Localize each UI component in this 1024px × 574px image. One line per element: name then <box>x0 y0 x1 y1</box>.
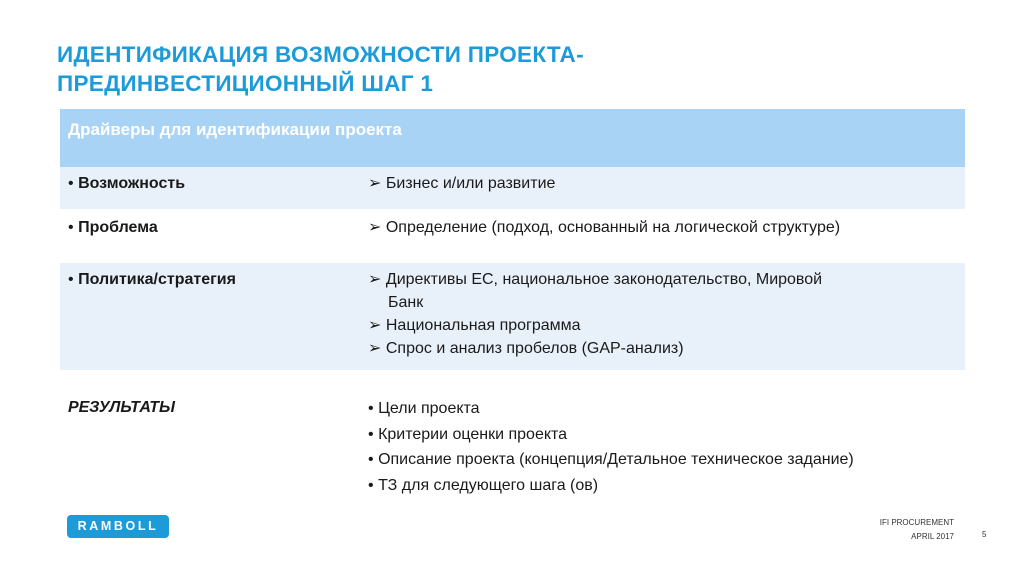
footer-line-1: IFI PROCUREMENT <box>879 518 954 527</box>
row-label-cell <box>60 268 360 370</box>
row-label: РЕЗУЛЬТАТЫ <box>68 399 176 416</box>
bullet: • <box>68 219 74 236</box>
footer-line-2: APRIL 2017 <box>911 532 954 541</box>
arrow-bullet-icon: ➢ <box>368 271 382 288</box>
table-row <box>60 263 965 370</box>
arrow-bullet-icon: ➢ <box>368 175 382 192</box>
table-row <box>60 167 965 209</box>
row-label-cell <box>60 396 360 504</box>
slide-title-line-2: ПРЕДИНВЕСТИЦИОННЫЙ ШАГ 1 <box>57 71 434 96</box>
footer-info <box>880 516 954 544</box>
ramboll-logo: RAMBOLL <box>67 515 169 538</box>
row-label-cell <box>60 172 360 209</box>
page-number: 5 <box>982 530 987 539</box>
row-label: Проблема <box>78 219 158 236</box>
list-item: ➢ Национальная программа <box>368 317 581 334</box>
bullet: • <box>68 175 74 192</box>
table-header: Драйверы для идентификации проекта <box>60 109 965 167</box>
list-item: • Цели проекта <box>368 400 480 417</box>
row-label: Возможность <box>78 175 186 192</box>
list-item: ➢ Спрос и анализ пробелов (GAP-анализ) <box>368 340 684 357</box>
list-item-continuation: Банк <box>388 294 424 311</box>
slide-title <box>57 40 957 98</box>
arrow-bullet-icon: ➢ <box>368 340 382 357</box>
list-item: • Критерии оценки проекта <box>368 425 568 443</box>
slide-title-line-1: ИДЕНТИФИКАЦИЯ ВОЗМОЖНОСТИ ПРОЕКТА- <box>57 42 584 67</box>
table-row <box>60 370 965 504</box>
row-items-cell <box>360 172 965 209</box>
row-items-cell <box>360 396 965 504</box>
list-item: • Описание проекта (концепция/Детальное техническое задание) <box>368 451 854 468</box>
list-item: ➢ Бизнес и/или развитие <box>368 175 556 192</box>
bullet: • <box>68 271 74 288</box>
drivers-table <box>60 109 965 504</box>
row-label-cell <box>60 216 360 263</box>
arrow-bullet-icon: ➢ <box>368 317 382 334</box>
list-item: ➢ Директивы ЕС, национальное законодательство, Мировой <box>368 271 823 288</box>
row-items-cell <box>360 268 965 370</box>
row-label: Политика/стратегия <box>78 271 236 288</box>
arrow-bullet-icon: ➢ <box>368 219 382 236</box>
table-row <box>60 209 965 263</box>
row-items-cell <box>360 216 965 263</box>
list-item: ➢ Определение (подход, основанный на логической структуре) <box>368 219 841 236</box>
list-item: • ТЗ для следующего шага (ов) <box>368 476 599 494</box>
